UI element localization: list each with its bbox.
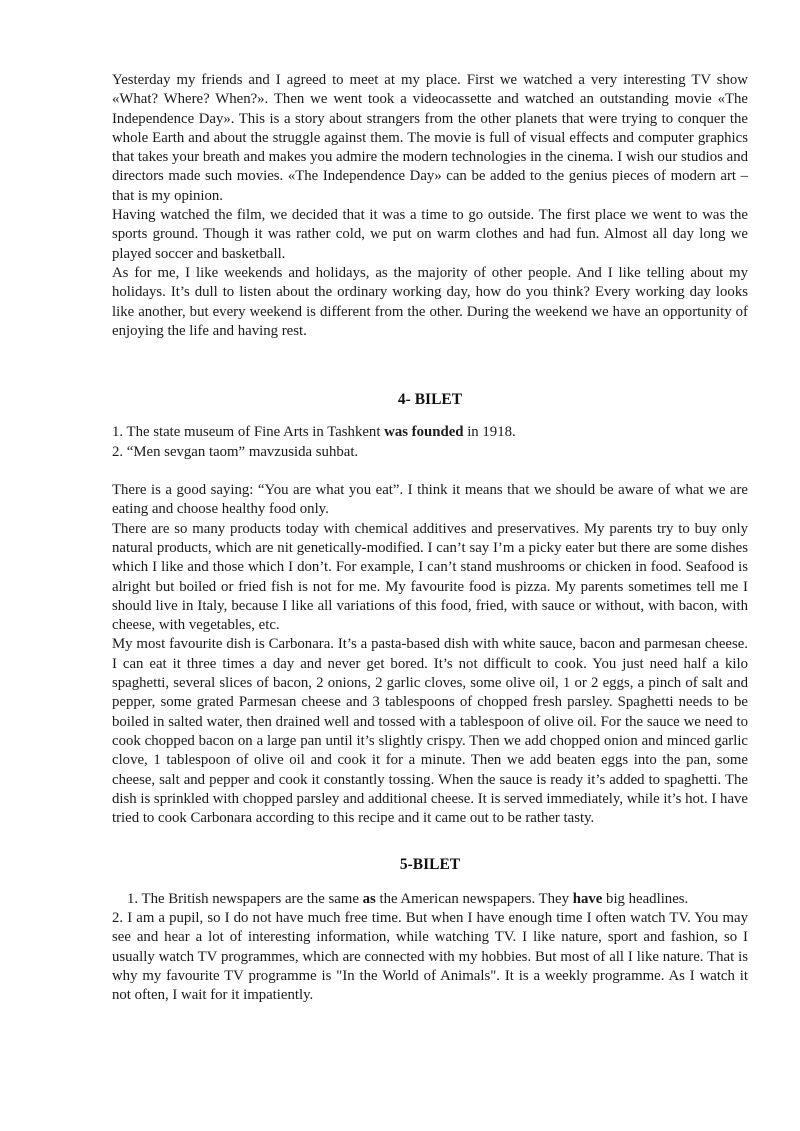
paragraph-products: There are so many products today with chemical additives and preservatives. My parents try to buy only natural products, which are nit genetically-modified. I can’t say I’m a picky eater but there are some dishes which I like and those which I don’t. For example, I can’t stand mushrooms or chicken in food. Seafood is alright but boiled or fried fish is not for me. My favourite food is pizza. My parents sometimes tell me I should live in Italy, because I like all variations of this food, fried, with sauce or without, with bacon, with cheese, with vegetables, etc. — [112, 520, 748, 634]
bilet5-task-1 — [127, 890, 748, 909]
paragraph-weekends-opinion: As for me, I like weekends and holidays, as the majority of other people. And I like telling about my holidays. It’s dull to listen about the ordinary working day, how do you think? Every working day looks like another, but every weekend is different from the other. During the weekend we have an opportunity of enjoying the life and having rest. — [112, 264, 748, 339]
bilet4-task-1-bold: was founded — [384, 424, 464, 441]
bilet5-task-1-text-end: big headlines. — [602, 890, 689, 907]
bilet5-task-1-bold-have: have — [572, 890, 603, 907]
paragraph-after-film: Having watched the film, we decided that it was a time to go outside. The first place we went to was the sports ground. Though it was rather cold, we put on warm clothes and had fun. Almost all day long we played soccer and basketball. — [112, 207, 748, 262]
bilet5-task-1-text-mid: the American newspapers. They — [375, 890, 573, 907]
bilet5-task-list — [112, 890, 748, 1006]
bilet4-task-list — [112, 423, 748, 462]
bilet4-task-1-text: 1. The state museum of Fine Arts in Tashkent — [112, 424, 385, 441]
bilet4-heading: 4- BILET — [397, 391, 463, 409]
paragraph-carbonara: My most favourite dish is Carbonara. It’s a pasta-based dish with white sauce, bacon and parmesan cheese. I can eat it three times a day and never get bored. It’s not difficult to cook. You just need half a kilo spaghetti, several slices of bacon, 2 onions, 2 garlic cloves, some olive oil, 1 or 2 eggs, a pinch of salt and pepper, some grated Parmesan cheese and 3 tablespoons of chopped fresh parsley. Spaghetti needs to be boiled in salted water, then drained well and tossed with a tablespoon of olive oil. For the sauce we need to cook chopped bacon on a large pan until it’s slightly crispy. Then we add chopped onion and minced garlic clove, 1 tablespoon of olive oil and cook it for a minute. Then we add beaten eggs into the pan, some cheese, salt and pepper and cook it constantly tossing. When the sauce is ready it’s added to spaghetti. The dish is sprinkled with chopped parsley and additional cheese. It is served immediately, while it’s hot. I have tried to cook Carbonara according to this recipe and it came out to be rather tasty. — [112, 636, 748, 827]
bilet4-task-2: 2. “Men sevgan taom” mavzusida suhbat. — [112, 443, 359, 460]
bilet4-task-1 — [112, 423, 748, 442]
bilet5-task-1-text: 1. The British newspapers are the same — [127, 890, 363, 907]
bilet4-task-1-text-end: in 1918. — [463, 424, 516, 441]
bilet5-heading: 5-BILET — [399, 856, 461, 874]
paragraph-good-saying: There is a good saying: “You are what you eat”. I think it means that we should be aware of what we are eating and choose healthy food only. — [112, 482, 748, 518]
bilet5-task-2: 2. I am a pupil, so I do not have much free time. But when I have enough time I often watch TV. You may see and hear a lot of interesting information, while watching TV. I like nature, sport and fashion, so I usually watch TV programmes, which are connected with my hobbies. But most of all I like nature. That is why my favourite TV programme is "In the World of Animals". It is a weekly programme. As I watch it not often, I wait for it impatiently. — [112, 909, 748, 1004]
paragraph-weekend-story: Yesterday my friends and I agreed to meet at my place. First we watched a very interesting TV show «What? Where? When?». Then we went took a videocassette and watched an outstanding movie «The Independence Day». This is a story about strangers from the other planets that were trying to conquer the whole Earth and about the struggle against them. The movie is full of visual effects and computer graphics that takes your breath and makes you admire the modern technologies in the cinema. I wish our studios and directors made such movies. «The Independence Day» can be added to the genius pieces of modern art – that is my opinion. — [112, 72, 748, 204]
bilet5-task-1-bold-as: as — [362, 890, 376, 907]
